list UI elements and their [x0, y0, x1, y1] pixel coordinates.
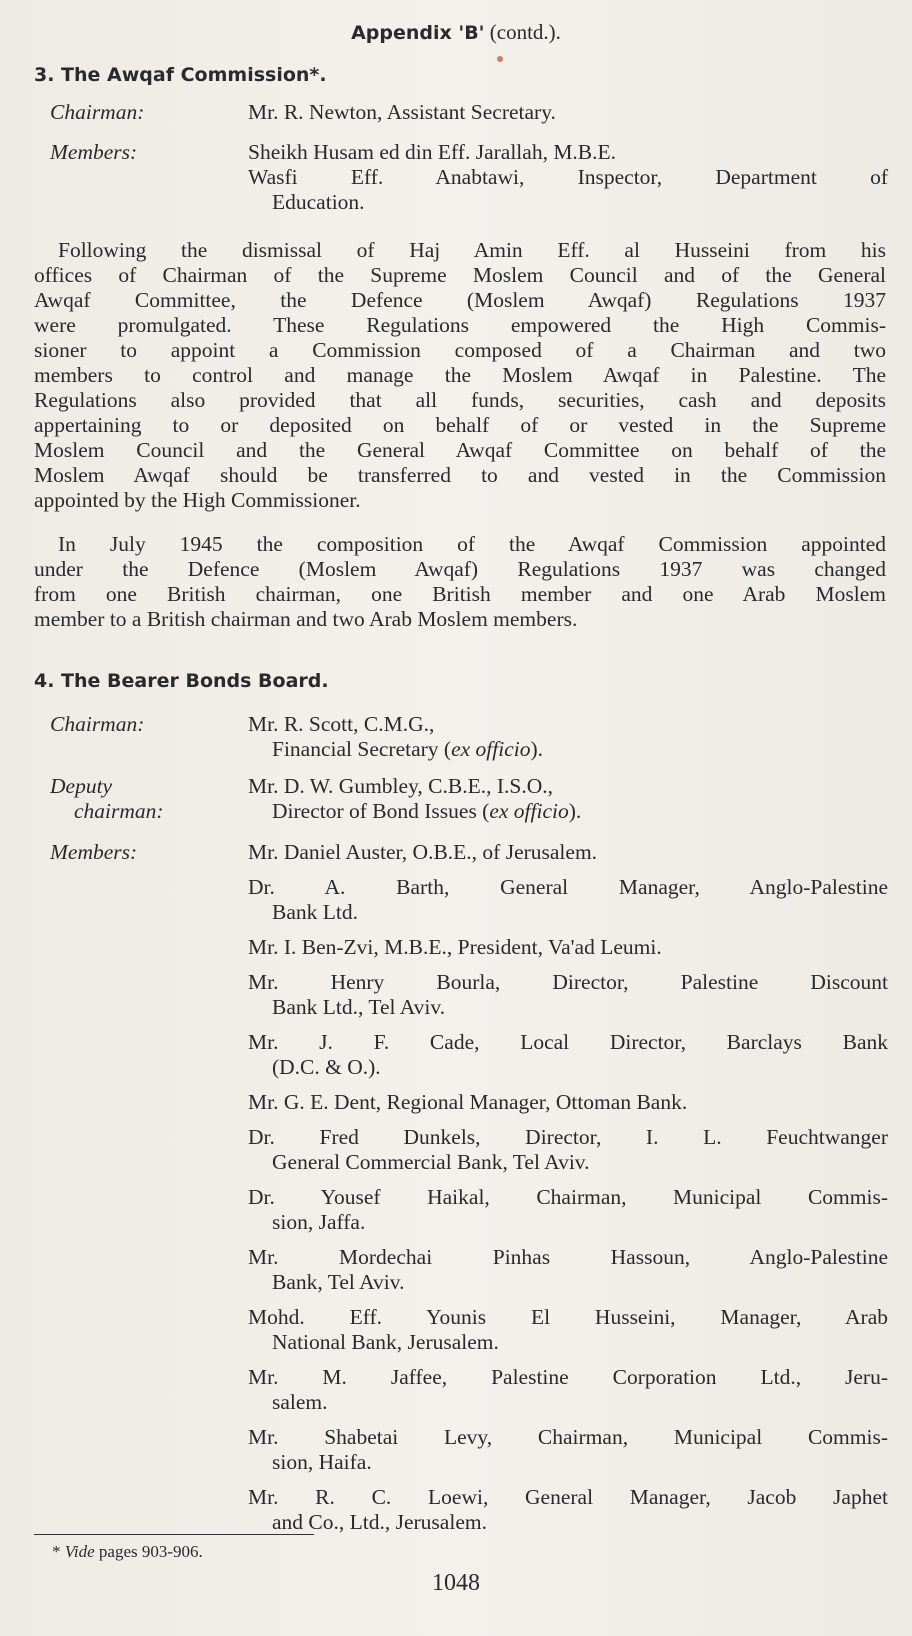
deputy-name: Mr. D. W. Gumbley, C.B.E., I.S.O., — [248, 774, 553, 798]
member-line: Mr. G. E. Dent, Regional Manager, Ottoman Bank. — [248, 1090, 688, 1114]
member-line: Mr. M. Jaffee, Palestine Corporation Ltd., Jeru- — [248, 1365, 888, 1389]
bonds-members-list — [50, 840, 888, 1534]
member-line: and Co., Ltd., Jerusalem. — [272, 1510, 487, 1534]
section-4-title: 4. The Bearer Bonds Board. — [34, 670, 329, 692]
member-line: sion, Haifa. — [272, 1450, 372, 1474]
member-line: (D.C. & O.). — [272, 1055, 381, 1079]
chairman-value — [248, 712, 888, 762]
members-list — [248, 140, 888, 215]
member-line: Mr. Shabetai Levy, Chairman, Municipal Commis- — [248, 1425, 888, 1449]
member-entry — [248, 970, 888, 1020]
member-line: Dr. A. Barth, General Manager, Anglo-Palestine — [248, 875, 888, 899]
member-entry — [248, 1485, 888, 1535]
footnote: * Vide pages 903-906. — [52, 1542, 203, 1561]
paragraph-line: appertaining to or deposited on behalf of or vested in the Supreme — [34, 413, 886, 437]
member-entry — [248, 840, 888, 865]
member-line: Sheikh Husam ed din Eff. Jarallah, M.B.E. — [248, 140, 617, 164]
page-heading — [0, 20, 912, 45]
member-line: salem. — [272, 1390, 328, 1414]
paragraph-line: member to a British chairman and two Arab Moslem members. — [34, 607, 578, 631]
member-line: General Commercial Bank, Tel Aviv. — [272, 1150, 590, 1174]
paragraph-line: Awqaf Committee, the Defence (Moslem Awqaf) Regulations 1937 — [34, 288, 886, 312]
member-entry — [248, 1125, 888, 1175]
member-line: Mr. R. C. Loewi, General Manager, Jacob Japhet — [248, 1485, 888, 1509]
paragraph-line: appointed by the High Commissioner. — [34, 488, 361, 512]
paragraph-composition — [34, 532, 886, 632]
paragraph-line: were promulgated. These Regulations empowered the High Commis- — [34, 313, 886, 337]
member-line: Mr. Mordechai Pinhas Hassoun, Anglo-Palestine — [248, 1245, 888, 1269]
page-number: 1048 — [432, 1570, 480, 1596]
paragraph-line: Regulations also provided that all funds, securities, cash and deposits — [34, 388, 886, 412]
member-line: sion, Jaffa. — [272, 1210, 366, 1234]
chairman-name: Mr. R. Scott, C.M.G., — [248, 712, 435, 736]
paragraph-line: sioner to appoint a Commission composed of a Chairman and two — [34, 338, 886, 362]
bonds-chairman-row — [50, 712, 880, 764]
paragraph-line: offices of Chairman of the Supreme Moslem Council and of the General — [34, 263, 886, 287]
chairman-label: Chairman: — [50, 712, 145, 736]
chairman-label: Chairman: — [50, 100, 145, 124]
members-list — [248, 840, 888, 1545]
paragraph-dismissal — [34, 238, 886, 513]
deputy-value — [248, 774, 888, 824]
paragraph-line: Following the dismissal of Haj Amin Eff. al Husseini from his — [58, 238, 886, 262]
paragraph-line: from one British chairman, one British member and one Arab Moslem — [34, 582, 886, 606]
member-entry — [248, 1305, 888, 1355]
paragraph-line: In July 1945 the composition of the Awqaf Commission appointed — [58, 532, 886, 556]
member-line: Mr. I. Ben-Zvi, M.B.E., President, Va'ad Leumi. — [248, 935, 662, 959]
member-line: Dr. Yousef Haikal, Chairman, Municipal Commis- — [248, 1185, 888, 1209]
bonds-deputy-row — [50, 774, 880, 826]
awqaf-members-row — [50, 140, 888, 220]
members-label: Members: — [50, 840, 138, 864]
paragraph-line: Moslem Awqaf should be transferred to and vested in the Commission — [34, 463, 886, 487]
member-entry — [248, 1425, 888, 1475]
appendix-title: Appendix 'B' — [351, 22, 485, 44]
member-line: Mr. J. F. Cade, Local Director, Barclays Bank — [248, 1030, 888, 1054]
member-entry — [248, 1245, 888, 1295]
member-entry — [248, 1365, 888, 1415]
member-entry — [248, 1090, 888, 1115]
member-line: Education. — [272, 190, 365, 214]
member-entry — [248, 935, 888, 960]
member-entry — [248, 875, 888, 925]
member-line: Dr. Fred Dunkels, Director, I. L. Feuchtwanger — [248, 1125, 888, 1149]
member-line: Bank Ltd. — [272, 900, 358, 924]
section-3-title: 3. The Awqaf Commission*. — [34, 64, 327, 86]
ink-mark — [497, 56, 503, 62]
paragraph-line: under the Defence (Moslem Awqaf) Regulations 1937 was changed — [34, 557, 886, 581]
deputy-label-2: chairman: — [74, 799, 164, 823]
deputy-label: Deputy — [50, 774, 113, 798]
member-entry — [248, 1030, 888, 1080]
member-line: Mr. Daniel Auster, O.B.E., of Jerusalem. — [248, 840, 598, 864]
footnote-rule — [34, 1534, 314, 1535]
members-label: Members: — [50, 140, 138, 164]
member-line: Mr. Henry Bourla, Director, Palestine Discount — [248, 970, 888, 994]
paragraph-line: members to control and manage the Moslem Awqaf in Palestine. The — [34, 363, 886, 387]
member-line: Mohd. Eff. Younis El Husseini, Manager, Arab — [248, 1305, 888, 1329]
paragraph-line: Moslem Council and the General Awqaf Committee on behalf of the — [34, 438, 886, 462]
member-entry — [248, 1185, 888, 1235]
member-line: National Bank, Jerusalem. — [272, 1330, 499, 1354]
deputy-role: Director of Bond Issues (ex officio). — [272, 799, 582, 823]
member-line: Bank Ltd., Tel Aviv. — [272, 995, 446, 1019]
member-line: Bank, Tel Aviv. — [272, 1270, 405, 1294]
chairman-role: Financial Secretary (ex officio). — [272, 737, 544, 761]
member-line: Wasfi Eff. Anabtawi, Inspector, Department of — [248, 165, 888, 189]
chairman-value: Mr. R. Newton, Assistant Secretary. — [248, 100, 556, 124]
appendix-contd: (contd.). — [489, 20, 561, 44]
